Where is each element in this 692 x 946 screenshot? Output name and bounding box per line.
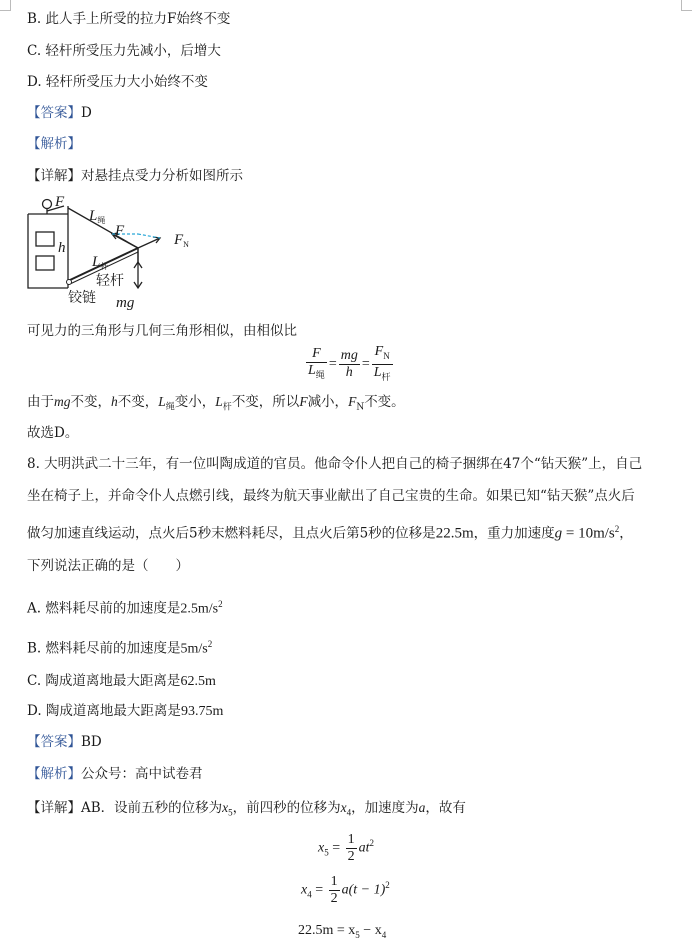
q8-stem-line-1: 8. 大明洪武二十三年，有一位叫陶成道的官员。他命令仆人把自己的椅子捆绑在47个“钻天猴”上，自己 (27, 456, 643, 472)
force-diagram (20, 192, 210, 310)
label-mg: mg (116, 295, 135, 310)
q8-option-a: A. 燃料耗尽前的加速度是$2.5m/s^2$ (27, 599, 223, 617)
analysis-tag: 【解析】 (27, 136, 81, 152)
detail-text: 对悬挂点受力分析如图所示 (81, 168, 243, 184)
label-hinge: 铰链 (68, 290, 96, 306)
person-head (43, 200, 52, 209)
label-rod: 轻杆 (96, 273, 124, 289)
similar-triangle-text: 可见力的三角形与几何三角形相似，由相似比 (27, 323, 297, 339)
q7-detail-line (27, 166, 243, 186)
page-corner-mark-right (681, 0, 692, 11)
window-lower (36, 256, 54, 270)
label-h: h (58, 240, 66, 256)
q8-detail-line: 【详解】AB．设前五秒的位移为$x_5$，前四秒的位移为$x_4$，加速度为a，故有 (27, 800, 466, 818)
q8-option-d: D. 陶成道离地最大距离是93.75m (27, 703, 224, 719)
q8-option-b: B. 燃料耗尽前的加速度是$5m/s^2$ (27, 639, 213, 657)
q7-conclusion: 由于mg不变，h不变，$L_绳$变小，$L_杆$不变，所以F减小，$F_N$不变。 (27, 394, 405, 413)
label-L-rope: $L_绳$ (89, 208, 106, 225)
q8-analysis-line (27, 764, 203, 784)
fraction-mg-over-h: $\frac{mg}{h}$ (340, 347, 358, 380)
equation-displacement: $22.5m = x_5 - x_4$ (298, 923, 387, 940)
q8-stem-line-2: 坐在椅子上，并命令仆人点燃引线，最终为航天事业献出了自己宝贵的生命。如果已知“钻天猴”点火后 (27, 488, 635, 504)
q8-stem-line-4: 下列说法正确的是（ ） (27, 558, 189, 574)
q7-option-c: C. 轻杆所受压力先减小，后增大 (27, 43, 221, 59)
q8-answer-line (27, 732, 102, 752)
q8-option-c: C. 陶成道离地最大距离是62.5m (27, 673, 216, 689)
q8-stem-line-3: 做匀加速直线运动，点火后5秒末燃料耗尽，且点火后第5秒的位移是22.5m，重力加速度$g = 10m/s^2$， (27, 524, 633, 542)
hinge-pin (67, 280, 72, 285)
fraction-F-over-Lrope: $\frac{F}{L_绳}$ (308, 345, 325, 380)
window-upper (36, 232, 54, 246)
detail-tag: 【详解】 (27, 168, 81, 184)
q7-analysis-line (27, 134, 81, 154)
q7-option-d: D. 轻杆所受压力大小始终不变 (27, 74, 208, 90)
q7-answer-line (27, 103, 92, 123)
analysis-text: 公众号：高中试卷君 (81, 766, 203, 782)
answer-tag: 【答案】 (27, 105, 81, 121)
page-corner-mark-left (0, 0, 11, 11)
q7-choice: 故选D。 (27, 425, 79, 441)
equation-x4: $x_4$ = $\frac{1}{2}$ $a(t - 1)^2$ (301, 874, 390, 906)
answer-tag: 【答案】 (27, 734, 81, 750)
label-F-mid: F (115, 223, 125, 239)
equation-x5: $x_5$ = $\frac{1}{2}$ $at^2$ (318, 832, 375, 864)
answer-value: D (81, 105, 92, 121)
fraction-FN-over-Lrod: $\frac{F_N}{L_杆}$ (373, 344, 391, 382)
label-L-rod: $L_杆$ (92, 254, 109, 271)
q7-option-b: B. 此人手上所受的拉力F始终不变 (27, 11, 231, 27)
analysis-tag: 【解析】 (27, 766, 81, 782)
label-F-top: F (55, 194, 65, 210)
answer-value: BD (81, 734, 102, 750)
similarity-equation: $\frac{F}{L_绳}$ = $\frac{mg}{h}$ = $\frac{F_N}{L_杆}$ (304, 344, 395, 385)
label-FN: $F_N$ (174, 232, 189, 249)
